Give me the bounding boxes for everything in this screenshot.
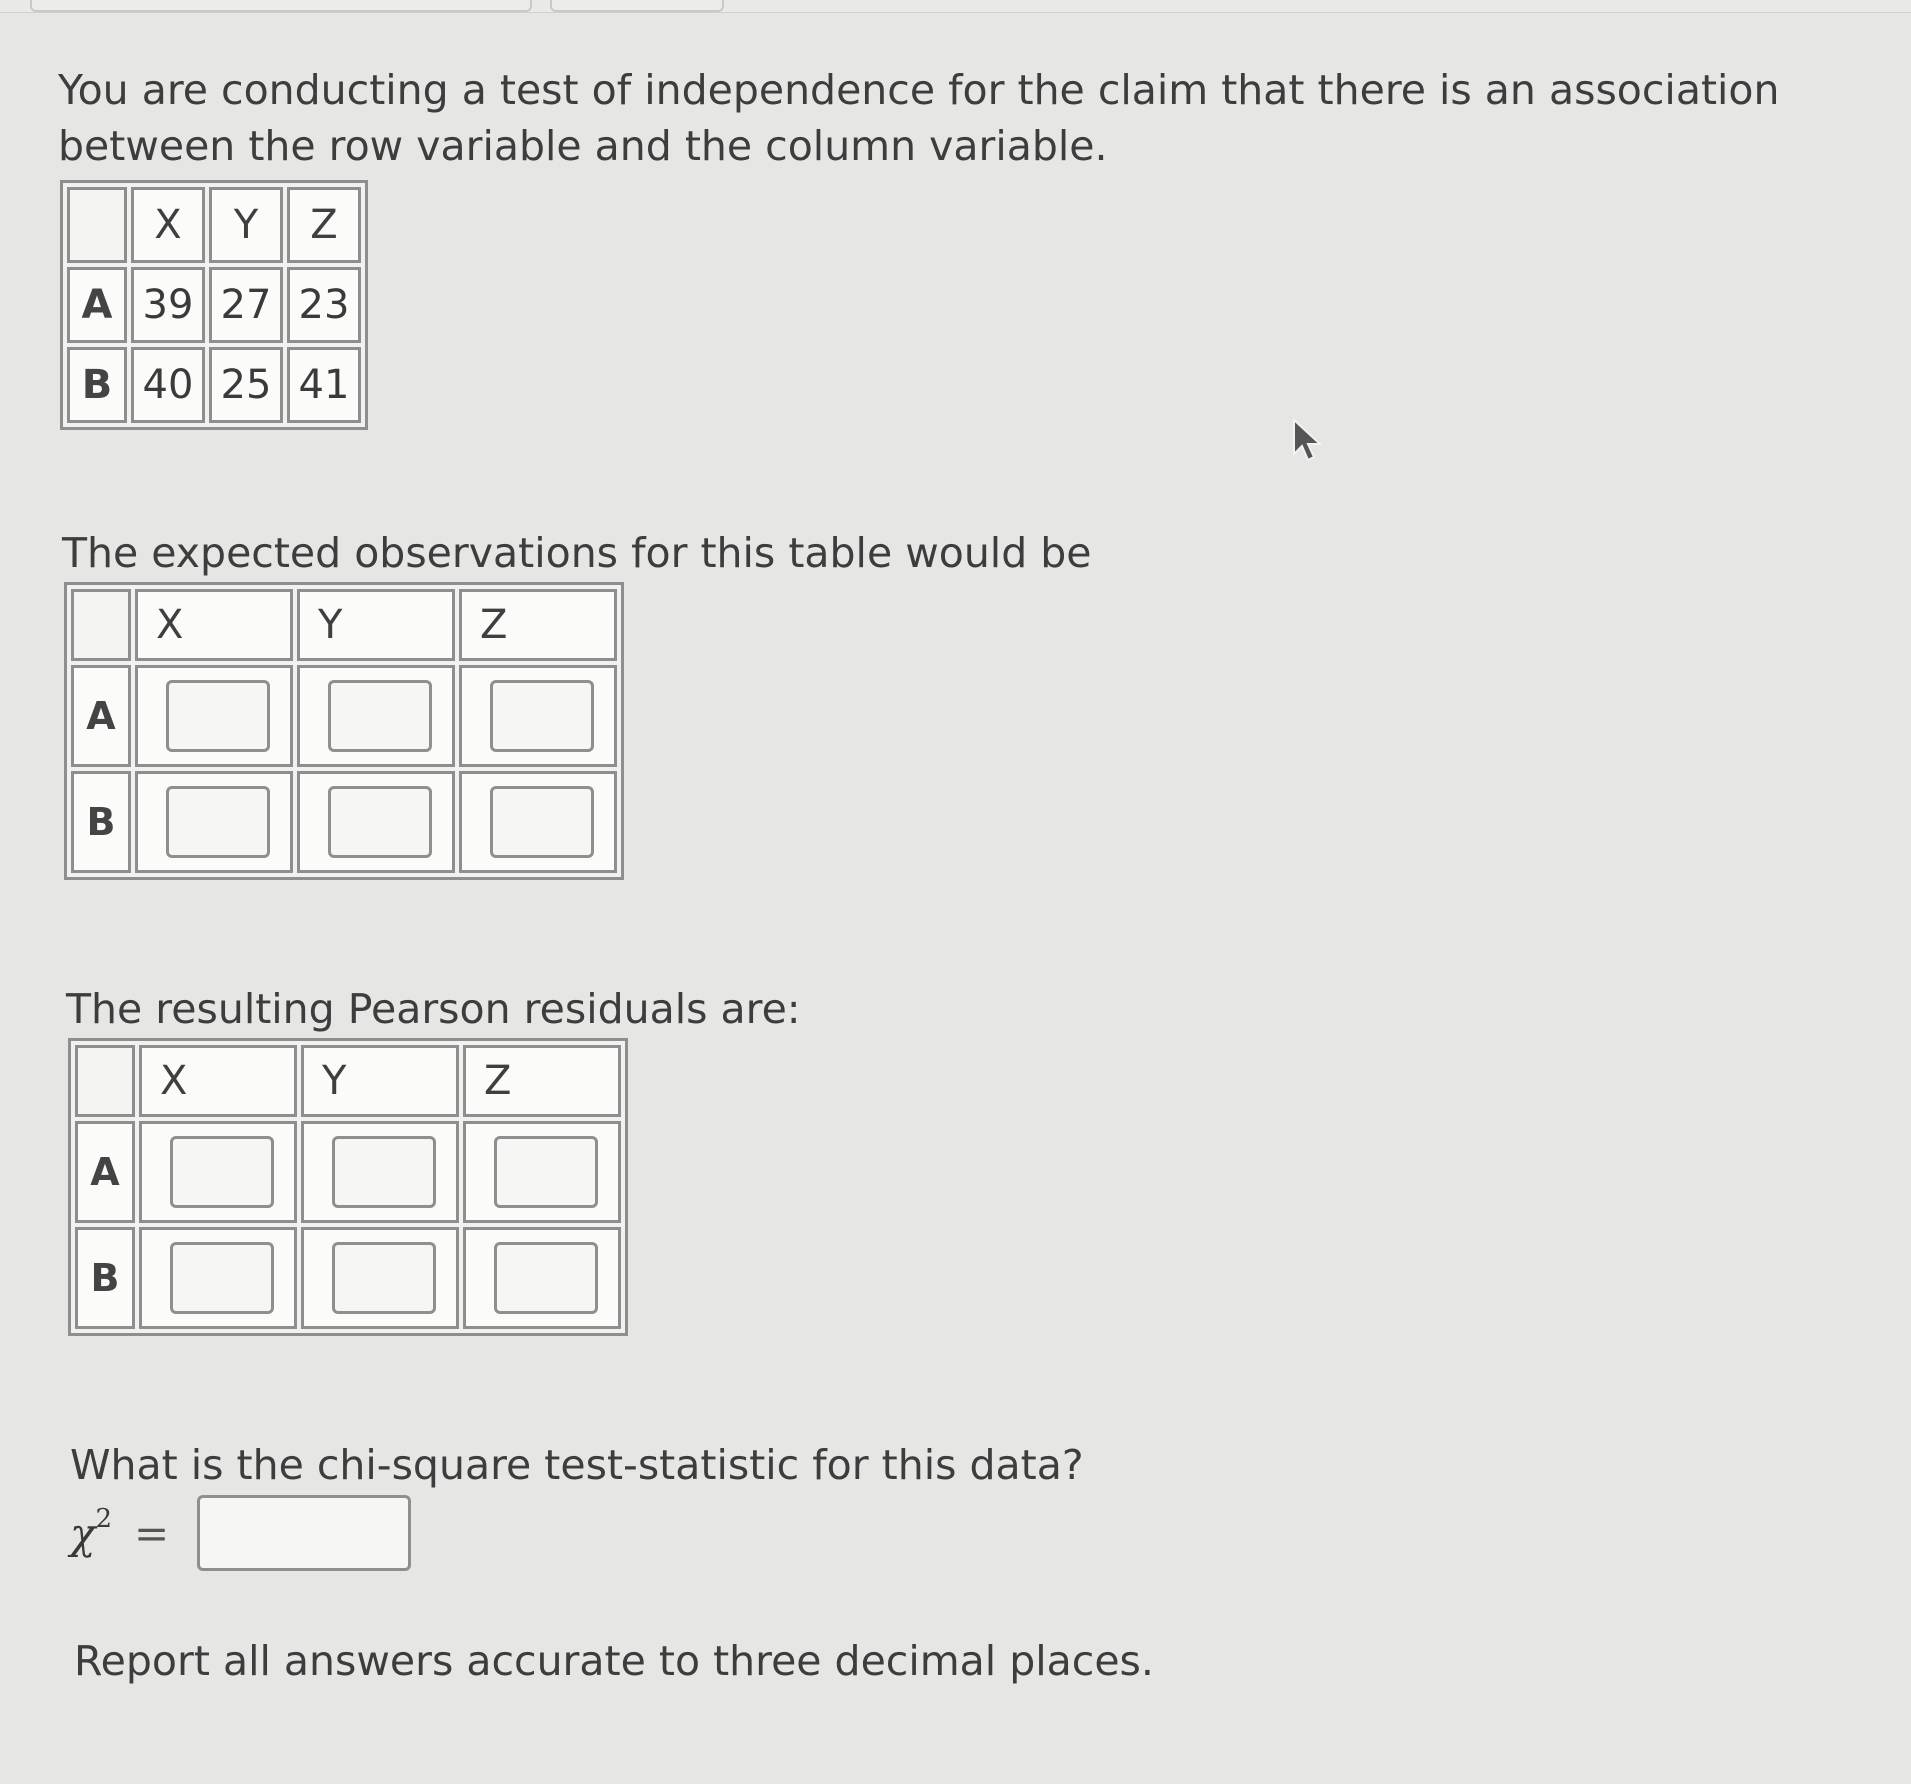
expected-cell-b-y (297, 771, 455, 873)
equals-sign: = (134, 1508, 170, 1558)
question-prompt: You are conducting a test of independence for the claim that there is an association between the row variable and the column variable. (58, 66, 1780, 170)
residuals-row-label-b: B (75, 1227, 135, 1329)
top-toolbar (0, 0, 1911, 13)
residuals-header-row (75, 1045, 621, 1117)
chi-square-question: What is the chi-square test-statistic for this data? (70, 1441, 1084, 1489)
residuals-input-a-z[interactable] (494, 1136, 598, 1208)
observed-row-label-a: A (67, 267, 127, 343)
expected-col-header-x: X (135, 589, 293, 661)
expected-input-a-z[interactable] (490, 680, 594, 752)
expected-cell-a-x (135, 665, 293, 767)
residuals-col-header-x: X (139, 1045, 297, 1117)
residuals-label: The resulting Pearson residuals are: (66, 985, 801, 1033)
observed-row-a (67, 267, 361, 343)
expected-input-a-x[interactable] (166, 680, 270, 752)
residuals-cell-b-x (139, 1227, 297, 1329)
observed-row-label-b: B (67, 347, 127, 423)
observed-header-row (67, 187, 361, 263)
chi-symbol-letter: χ (70, 1508, 96, 1558)
mouse-pointer-icon (1290, 418, 1326, 464)
residuals-corner-cell (75, 1045, 135, 1117)
residuals-cell-a-z (463, 1121, 621, 1223)
residuals-row-a (75, 1121, 621, 1223)
expected-row-a (71, 665, 617, 767)
observed-col-header-y: Y (209, 187, 283, 263)
expected-row-label-b: B (71, 771, 131, 873)
residuals-row-b (75, 1227, 621, 1329)
residuals-input-a-x[interactable] (170, 1136, 274, 1208)
top-tab-left[interactable] (30, 0, 532, 12)
residuals-col-header-z: Z (463, 1045, 621, 1117)
observed-col-header-x: X (131, 187, 205, 263)
chi-square-symbol (70, 1503, 112, 1558)
observed-cell-a-x: 39 (131, 267, 205, 343)
expected-row-b (71, 771, 617, 873)
expected-cell-a-z (459, 665, 617, 767)
expected-cell-b-z (459, 771, 617, 873)
expected-input-a-y[interactable] (328, 680, 432, 752)
residuals-input-b-y[interactable] (332, 1242, 436, 1314)
chi-symbol-exponent: 2 (95, 1503, 112, 1534)
observed-cell-a-z: 23 (287, 267, 361, 343)
residuals-cell-b-z (463, 1227, 621, 1329)
residuals-col-header-y: Y (301, 1045, 459, 1117)
instructions-text: Report all answers accurate to three decimal places. (74, 1637, 1154, 1685)
observed-cell-b-z: 41 (287, 347, 361, 423)
expected-label: The expected observations for this table would be (62, 529, 1092, 577)
residuals-input-b-x[interactable] (170, 1242, 274, 1314)
chi-square-answer-row (70, 1494, 411, 1572)
expected-header-row (71, 589, 617, 661)
expected-cell-a-y (297, 665, 455, 767)
observed-col-header-z: Z (287, 187, 361, 263)
residuals-table (68, 1038, 628, 1336)
residuals-cell-b-y (301, 1227, 459, 1329)
observed-cell-a-y: 27 (209, 267, 283, 343)
observed-table (60, 180, 368, 430)
observed-cell-b-x: 40 (131, 347, 205, 423)
expected-col-header-z: Z (459, 589, 617, 661)
expected-row-label-a: A (71, 665, 131, 767)
expected-cell-b-x (135, 771, 293, 873)
expected-input-b-z[interactable] (490, 786, 594, 858)
residuals-cell-a-y (301, 1121, 459, 1223)
residuals-row-label-a: A (75, 1121, 135, 1223)
chi-square-input[interactable] (197, 1495, 411, 1571)
residuals-input-b-z[interactable] (494, 1242, 598, 1314)
expected-table (64, 582, 624, 880)
expected-col-header-y: Y (297, 589, 455, 661)
expected-corner-cell (71, 589, 131, 661)
expected-input-b-x[interactable] (166, 786, 270, 858)
observed-cell-b-y: 25 (209, 347, 283, 423)
top-tab-right[interactable] (550, 0, 724, 12)
expected-input-b-y[interactable] (328, 786, 432, 858)
observed-row-b (67, 347, 361, 423)
observed-corner-cell (67, 187, 127, 263)
residuals-input-a-y[interactable] (332, 1136, 436, 1208)
residuals-cell-a-x (139, 1121, 297, 1223)
